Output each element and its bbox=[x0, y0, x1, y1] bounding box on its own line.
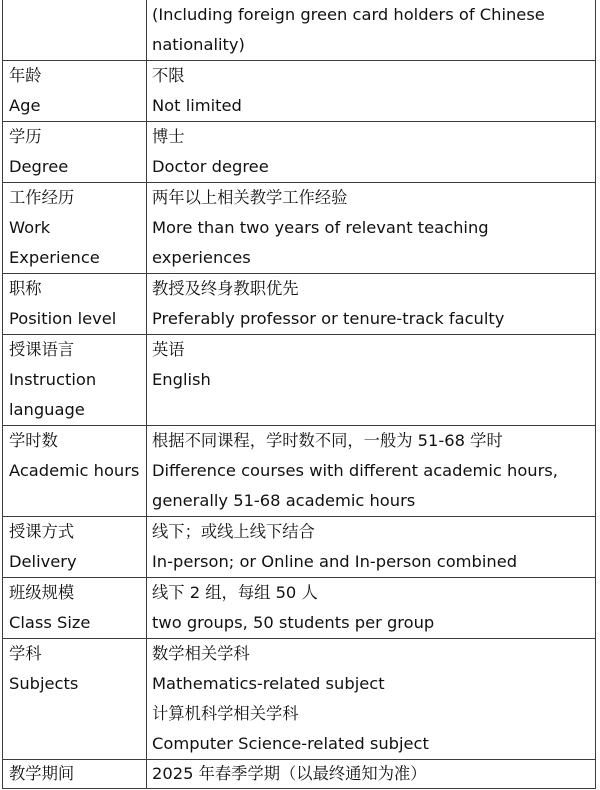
value-line: 博士 bbox=[152, 127, 185, 146]
value-line: More than two years of relevant teaching bbox=[152, 218, 489, 237]
table-row-class-size bbox=[3, 578, 596, 639]
label-line: 授课语言 bbox=[9, 340, 75, 359]
label-line: Degree bbox=[9, 157, 69, 176]
label-line: 学时数 bbox=[9, 431, 58, 450]
value-line: Mathematics-related subject bbox=[152, 674, 385, 693]
row-value bbox=[147, 426, 596, 517]
value-line: Not limited bbox=[152, 96, 242, 115]
requirements-table bbox=[2, 0, 596, 789]
row-value bbox=[147, 760, 596, 789]
label-line: 班级规模 bbox=[9, 583, 75, 602]
label-line: 教学期间 bbox=[9, 764, 75, 783]
value-line: 2025 年春季学期（以最终通知为准） bbox=[152, 764, 427, 783]
label-line: 工作经历 bbox=[9, 188, 75, 207]
row-label bbox=[3, 578, 147, 639]
label-line: Subjects bbox=[9, 674, 79, 693]
row-label bbox=[3, 639, 147, 760]
value-line: 两年以上相关教学工作经验 bbox=[152, 188, 348, 207]
value-line: Preferably professor or tenure-track faculty bbox=[152, 309, 505, 328]
label-line: 学科 bbox=[9, 644, 42, 663]
row-value bbox=[147, 639, 596, 760]
label-line: Position level bbox=[9, 309, 117, 328]
value-line: generally 51-68 academic hours bbox=[152, 491, 416, 510]
label-line: 学历 bbox=[9, 127, 42, 146]
table-row-position-level bbox=[3, 274, 596, 335]
row-value bbox=[147, 578, 596, 639]
value-line: two groups, 50 students per group bbox=[152, 613, 435, 632]
value-line: 教授及终身教职优先 bbox=[152, 279, 299, 298]
row-label bbox=[3, 183, 147, 274]
label-line: Class Size bbox=[9, 613, 91, 632]
table-row-subjects bbox=[3, 639, 596, 760]
label-line: Age bbox=[9, 96, 41, 115]
value-line: 线下 2 组，每组 50 人 bbox=[152, 583, 318, 602]
row-value bbox=[147, 517, 596, 578]
label-line: Academic hours bbox=[9, 461, 140, 480]
value-line: 数学相关学科 bbox=[152, 644, 250, 663]
table-row-nationality-continued bbox=[3, 0, 596, 61]
value-line: Doctor degree bbox=[152, 157, 269, 176]
value-line: Computer Science-related subject bbox=[152, 734, 429, 753]
value-line: 线下；或线上线下结合 bbox=[152, 522, 315, 541]
label-line: Instruction bbox=[9, 370, 97, 389]
value-line: 英语 bbox=[152, 340, 185, 359]
row-value bbox=[147, 335, 596, 426]
row-label bbox=[3, 517, 147, 578]
value-line: English bbox=[152, 370, 211, 389]
row-label bbox=[3, 122, 147, 183]
value-line: 不限 bbox=[152, 66, 185, 85]
row-label bbox=[3, 760, 147, 789]
value-line: 根据不同课程，学时数不同，一般为 51-68 学时 bbox=[152, 431, 503, 450]
row-label bbox=[3, 426, 147, 517]
table-row-instruction-language bbox=[3, 335, 596, 426]
value-line: nationality) bbox=[152, 35, 245, 54]
value-line: experiences bbox=[152, 248, 251, 267]
label-line: language bbox=[9, 400, 85, 419]
row-label bbox=[3, 274, 147, 335]
row-value bbox=[147, 122, 596, 183]
table-row-degree bbox=[3, 122, 596, 183]
value-line: (Including foreign green card holders of Chinese bbox=[152, 5, 545, 24]
row-label bbox=[3, 0, 147, 61]
row-value bbox=[147, 183, 596, 274]
label-line: Experience bbox=[9, 248, 100, 267]
label-line: 职称 bbox=[9, 279, 42, 298]
label-line: 年龄 bbox=[9, 66, 42, 85]
label-line: Work bbox=[9, 218, 51, 237]
value-line: 计算机科学相关学科 bbox=[152, 704, 299, 723]
row-label bbox=[3, 335, 147, 426]
row-value bbox=[147, 274, 596, 335]
table-row-age bbox=[3, 61, 596, 122]
row-value bbox=[147, 61, 596, 122]
value-line: Difference courses with different academic hours, bbox=[152, 461, 558, 480]
row-label bbox=[3, 61, 147, 122]
row-value bbox=[147, 0, 596, 61]
label-line: 授课方式 bbox=[9, 522, 75, 541]
value-line: In-person; or Online and In-person combined bbox=[152, 552, 518, 571]
table-row-work-experience bbox=[3, 183, 596, 274]
label-line: Delivery bbox=[9, 552, 77, 571]
table-row-academic-hours bbox=[3, 426, 596, 517]
table-row-teaching-period bbox=[3, 760, 596, 789]
table-row-delivery bbox=[3, 517, 596, 578]
